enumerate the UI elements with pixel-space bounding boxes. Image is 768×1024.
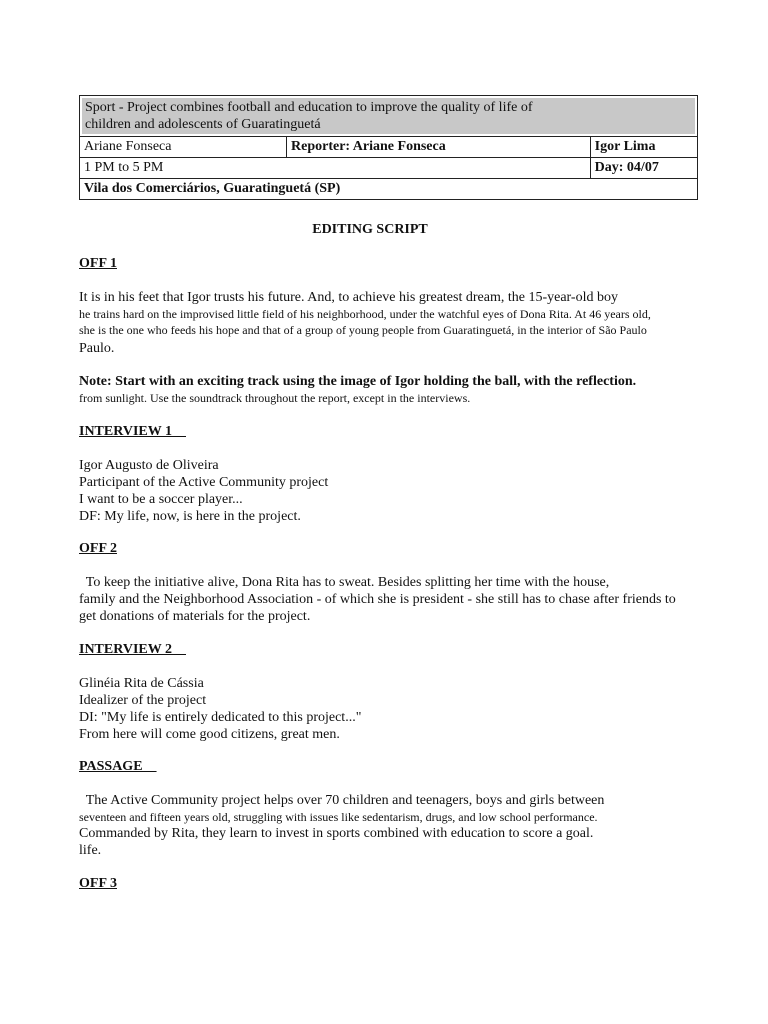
story-title <box>82 98 695 134</box>
interview1-line: DF: My life, now, is here in the project. <box>79 509 301 524</box>
title-cell <box>80 96 698 137</box>
header-table <box>79 95 698 200</box>
time-cell: 1 PM to 5 PM <box>80 158 591 179</box>
interview1-line: Participant of the Active Community project <box>79 475 329 490</box>
interview1-heading: INTERVIEW 1 <box>79 424 186 439</box>
story-title-line2: children and adolescents of Guaratinguetá <box>85 117 321 132</box>
day-cell: Day: 04/07 <box>590 158 697 179</box>
off2-line: get donations of materials for the project. <box>79 609 311 624</box>
off2-line: To keep the initiative alive, Dona Rita has to sweat. Besides splitting her time with the house, <box>79 575 610 590</box>
passage-line: The Active Community project helps over 70 children and teenagers, boys and girls between <box>79 793 605 808</box>
interview2-line: Idealizer of the project <box>79 693 207 708</box>
interview2-line: DI: "My life is entirely dedicated to this project..." <box>79 710 362 725</box>
off1-line: she is the one who feeds his hope and that of a group of young people from Guaratinguetá, in the interior of São Paulo <box>79 323 647 337</box>
off1-line: Paulo. <box>79 341 115 356</box>
off1-line: It is in his feet that Igor trusts his future. And, to achieve his greatest dream, the 15-year-old boy <box>79 290 618 305</box>
interview2-line: Glinéia Rita de Cássia <box>79 676 204 691</box>
off3-heading: OFF 3 <box>79 876 117 891</box>
location-cell: Vila dos Comerciários, Guaratinguetá (SP) <box>80 179 698 200</box>
off1-line: he trains hard on the improvised little field of his neighborhood, under the watchful eyes of Dona Rita. At 46 years old, <box>79 307 651 321</box>
passage-line: seventeen and fifteen years old, struggling with issues like sedentarism, drugs, and low school performance. <box>79 810 598 824</box>
interview2-heading: INTERVIEW 2 <box>79 642 186 657</box>
passage-line: Commanded by Rita, they learn to invest in sports combined with education to score a goal. <box>79 826 594 841</box>
passage-line: life. <box>79 843 102 858</box>
note-line: Note: Start with an exciting track using the image of Igor holding the ball, with the reflection. <box>79 374 637 389</box>
script-title: EDITING SCRIPT <box>312 222 428 237</box>
off2-heading: OFF 2 <box>79 541 117 556</box>
reporter-cell: Reporter: Ariane Fonseca <box>287 137 591 158</box>
cameraman-cell: Igor Lima <box>590 137 697 158</box>
story-title-line1: Sport - Project combines football and education to improve the quality of life of <box>85 100 533 115</box>
interview2-line: From here will come good citizens, great men. <box>79 727 340 742</box>
interview1-line: I want to be a soccer player... <box>79 492 243 507</box>
off2-line: family and the Neighborhood Association - of which she is president - she still has to chase after friends to <box>79 592 676 607</box>
note-line: from sunlight. Use the soundtrack throughout the report, except in the interviews. <box>79 391 471 405</box>
passage-heading: PASSAGE <box>79 759 157 774</box>
off1-heading: OFF 1 <box>79 256 117 271</box>
producer-cell: Ariane Fonseca <box>80 137 287 158</box>
interview1-line: Igor Augusto de Oliveira <box>79 458 219 473</box>
